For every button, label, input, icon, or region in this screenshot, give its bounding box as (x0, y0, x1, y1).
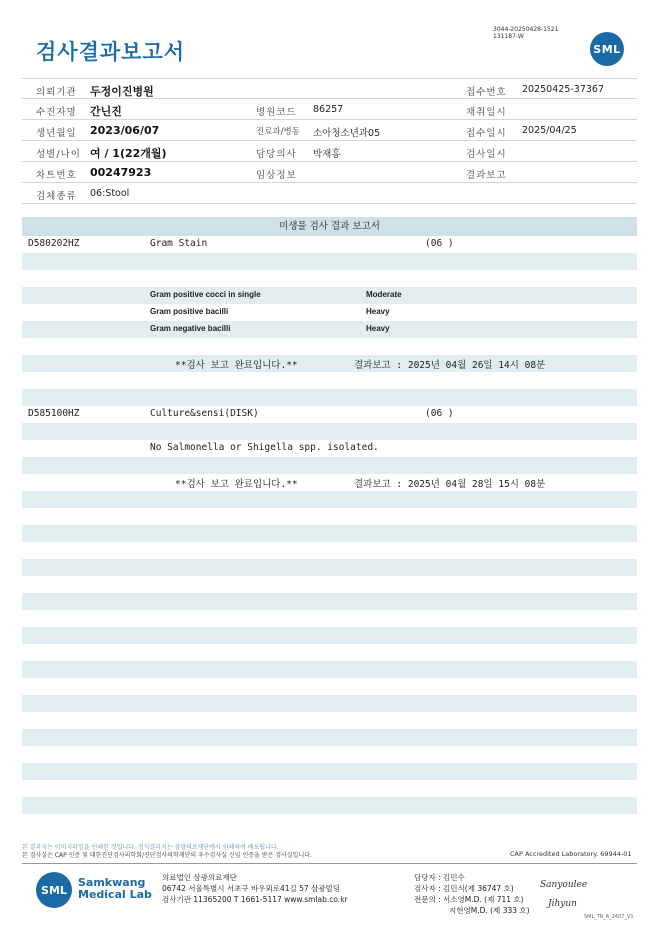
result-line-blank (22, 457, 637, 474)
result-line-blank (22, 576, 637, 593)
info-row-specimen (22, 183, 637, 204)
result-line-blank (22, 644, 637, 661)
result-line-blank (22, 270, 637, 287)
doctor-label: 담당의사 (256, 149, 297, 160)
result-line-blank (22, 678, 637, 695)
staff-specialist-2: 지현영M.D. (제 333 호) (449, 906, 530, 915)
finding-organism: Gram positive bacilli (150, 307, 229, 316)
organization-info (162, 872, 348, 905)
finding-amount: Heavy (366, 324, 390, 333)
test2-code: D585100HZ (28, 408, 80, 419)
dept-value: 소아청소년과05 (313, 128, 381, 139)
footer-divider (22, 863, 637, 864)
finding-amount: Heavy (366, 307, 390, 316)
finding-row (22, 321, 637, 338)
finding-row (22, 287, 637, 304)
org-address: 06742 서울특별시 서초구 바우뫼로41길 57 삼광빌딩 (162, 884, 341, 893)
result-line-blank (22, 695, 637, 712)
dob-label: 생년월일 (36, 128, 77, 139)
clinical-label: 임상정보 (256, 170, 297, 181)
receipt-no-value: 20250425-37367 (522, 84, 605, 95)
org-contact: 검사기관 11365200 T 1661-5117 www.smlab.co.kr (162, 895, 348, 904)
document-id (493, 26, 558, 40)
result-line-blank (22, 253, 637, 270)
test2-finding: No Salmonella or Shigella spp. isolated. (150, 442, 379, 453)
result-line-blank (22, 746, 637, 763)
test1-code: D580202HZ (28, 238, 80, 249)
result-line-blank (22, 729, 637, 746)
result-section (22, 217, 637, 814)
specimen-label: 검체종류 (36, 191, 77, 202)
result-line-blank (22, 372, 637, 389)
receipt-date-label: 접수일시 (466, 128, 507, 139)
blank-lines (22, 491, 637, 814)
result-line-blank (22, 763, 637, 780)
test1-row (22, 236, 637, 253)
chart-label: 차트번호 (36, 170, 77, 181)
form-code: SML_TR_A_2407_V1 (584, 914, 634, 920)
specimen-value: 06:Stool (90, 188, 130, 199)
test2-row (22, 406, 637, 423)
signature-2: Jihyun (548, 899, 577, 909)
report-title: 검사결과보고서 (36, 40, 186, 64)
result-line-blank (22, 797, 637, 814)
print-notice: 본 결과지는 이미지파일을 인쇄한 것입니다. 정식결과지는 삼광의료재단에서 인쇄하여 배포됩니다. (22, 844, 279, 851)
chart-value: 00247923 (90, 166, 152, 179)
sml-logo-icon: SML (590, 32, 624, 66)
signature-1: Sanyoulee (540, 880, 588, 890)
report-label: 결과보고 (466, 170, 507, 181)
dept-label: 진료과/병동 (256, 127, 300, 137)
test2-complete-row (22, 474, 637, 491)
test1-name: Gram Stain (150, 238, 208, 249)
accreditation-notice: 본 검사실은 CAP 인증 및 대한진단검사의학회/진단검사의학재단의 우수검사실 신임 인증을 받은 검사실입니다. (22, 852, 312, 859)
staff-info (414, 872, 530, 916)
receipt-date-value: 2025/04/25 (522, 125, 577, 136)
test1-complete: **검사 보고 완료입니다.** (175, 360, 298, 371)
sex-age-value: 여 / 1(22개월) (90, 147, 167, 160)
result-line-blank (22, 423, 637, 440)
name-value: 간닌진 (90, 105, 122, 118)
result-heading: 미생물 검사 결과 보고서 (22, 217, 637, 236)
result-line-blank (22, 338, 637, 355)
receipt-no-label: 접수번호 (466, 87, 507, 98)
result-line-blank (22, 661, 637, 678)
finding-amount: Moderate (366, 290, 402, 299)
result-line-blank (22, 491, 637, 508)
result-line-blank (22, 610, 637, 627)
result-line-blank (22, 508, 637, 525)
dob-value: 2023/06/07 (90, 124, 160, 137)
test2-name: Culture&sensi(DISK) (150, 408, 259, 419)
company-name-line2: Medical Lab (78, 888, 152, 901)
org-name: 의료법인 삼광의료재단 (162, 873, 237, 882)
result-line-blank (22, 712, 637, 729)
info-row-name (22, 99, 637, 120)
test1-complete-row (22, 355, 637, 372)
test1-report-time: 결과보고 : 2025년 04월 26일 14시 08분 (354, 360, 546, 371)
document-id-line1: 3044-20250428-1521 (493, 26, 559, 33)
info-row-chart (22, 162, 637, 183)
finding-organism: Gram negative bacilli (150, 324, 231, 333)
sml-footer-logo-icon: SML (36, 872, 72, 908)
info-row-dob (22, 120, 637, 141)
test1-spec: (06 ) (425, 238, 454, 249)
sex-age-label: 성별/나이 (36, 149, 81, 160)
collect-label: 채취일시 (466, 107, 507, 118)
doctor-value: 박재홍 (313, 149, 341, 160)
result-line-blank (22, 627, 637, 644)
test2-finding-row (22, 440, 637, 457)
info-row-sex-age (22, 141, 637, 162)
info-row-requester (22, 78, 637, 99)
test2-spec: (06 ) (425, 408, 454, 419)
result-line-blank (22, 389, 637, 406)
staff-tester: 검사자 : 김민식(제 36747 호) (414, 884, 514, 893)
company-name (78, 877, 152, 901)
finding-organism: Gram positive cocci in single (150, 290, 261, 299)
patient-info-table (22, 78, 637, 204)
finding-row (22, 304, 637, 321)
test2-report-time: 결과보고 : 2025년 04월 28일 15시 08분 (354, 479, 546, 490)
requester-label: 의뢰기관 (36, 87, 77, 98)
staff-specialist-1: 전문의 : 서소영M.D. (제 711 호) (414, 895, 524, 904)
test-date-label: 검사일시 (466, 149, 507, 160)
result-line-blank (22, 559, 637, 576)
document-id-line2: 131187-W (493, 33, 524, 40)
result-line-blank (22, 593, 637, 610)
result-line-blank (22, 525, 637, 542)
requester-value: 두정이진병원 (90, 85, 154, 98)
hospital-code-label: 병원코드 (256, 107, 297, 118)
company-name-line1: Samkwang (78, 876, 146, 889)
staff-manager: 담당자 : 김민수 (414, 873, 465, 882)
test2-complete: **검사 보고 완료입니다.** (175, 479, 298, 490)
hospital-code-value: 86257 (313, 104, 344, 115)
result-line-blank (22, 780, 637, 797)
name-label: 수진자명 (36, 107, 77, 118)
result-line-blank (22, 542, 637, 559)
cap-accreditation: CAP Accredited Laboratory. 69944-01 (510, 850, 632, 858)
